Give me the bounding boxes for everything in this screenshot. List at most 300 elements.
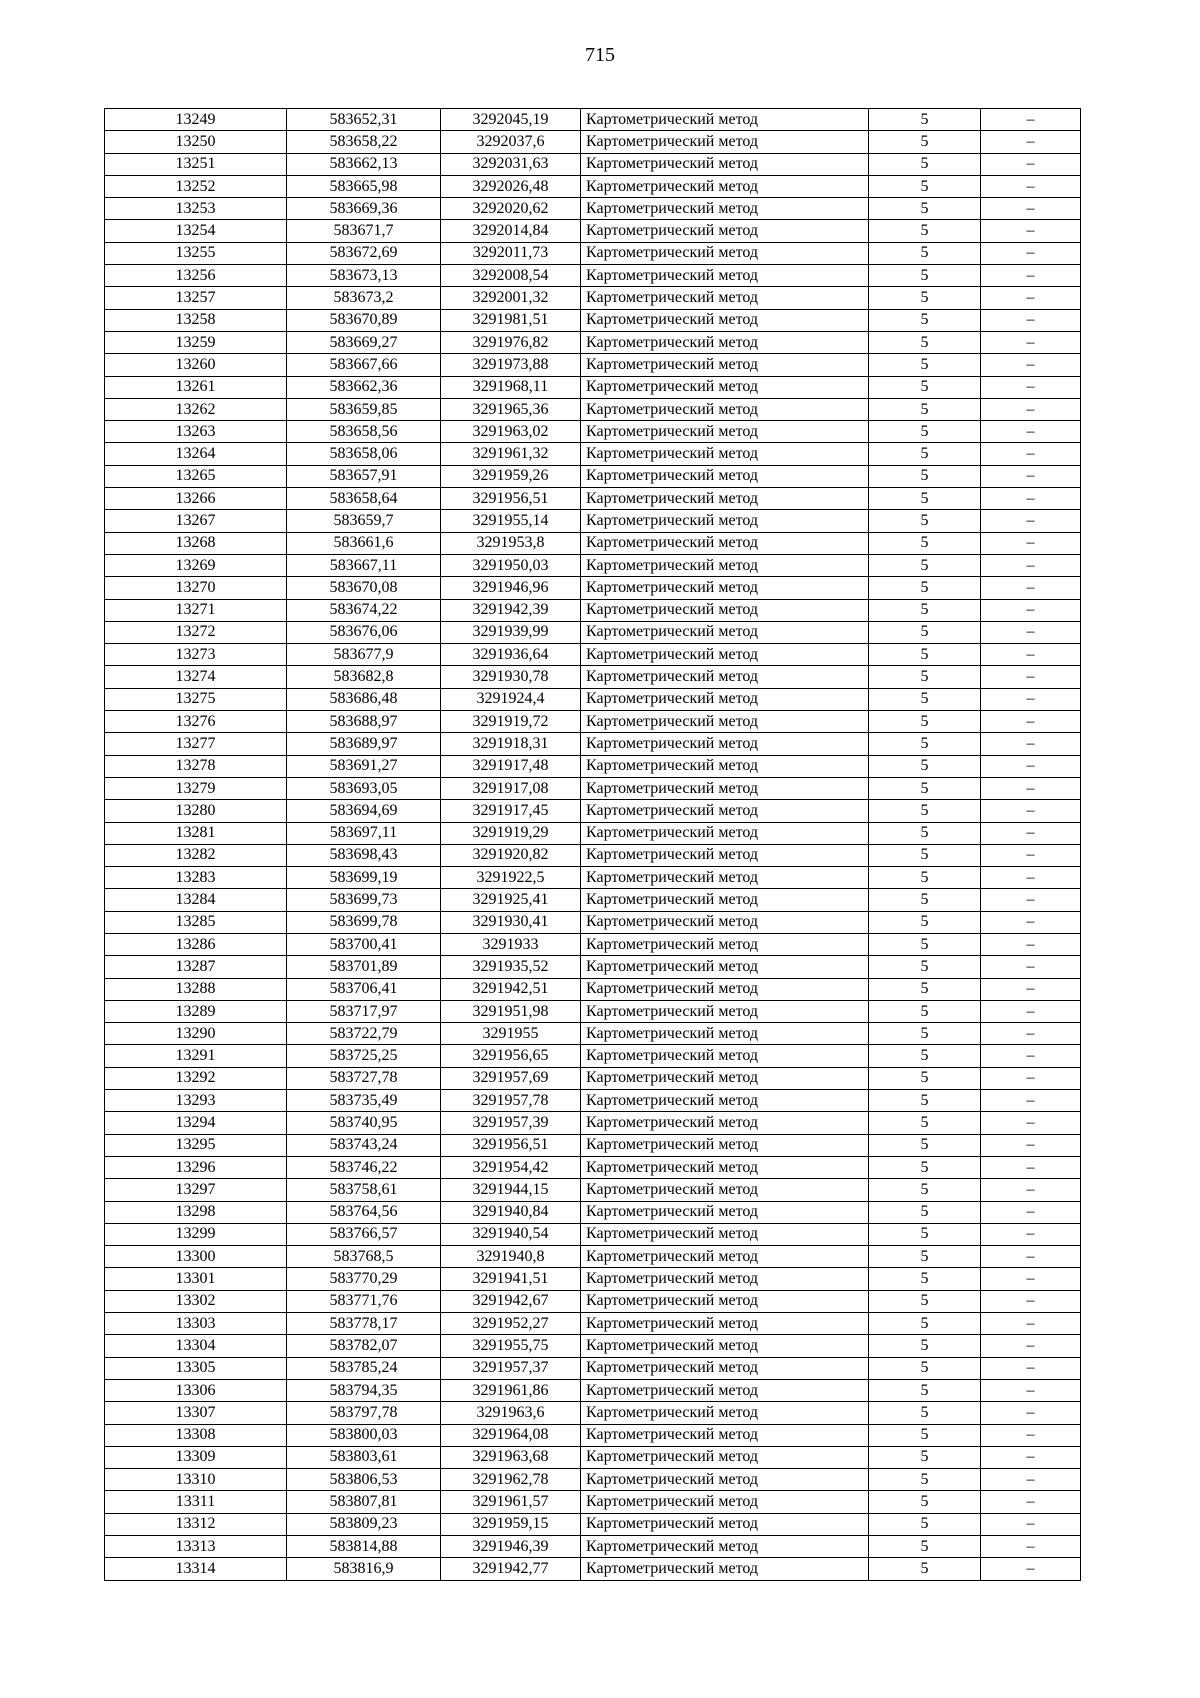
point-number-cell: 13279: [105, 777, 287, 799]
description-cell: –: [981, 644, 1081, 666]
point-number-cell: 13312: [105, 1513, 287, 1535]
table-row: [105, 621, 1081, 643]
y-coordinate-cell: 3291963,68: [441, 1446, 581, 1468]
x-coordinate-cell: 583743,24: [287, 1134, 441, 1156]
accuracy-cell: 5: [869, 242, 981, 264]
description-cell: –: [981, 666, 1081, 688]
y-coordinate-cell: 3292001,32: [441, 287, 581, 309]
table-row: [105, 1045, 1081, 1067]
table-row: [105, 376, 1081, 398]
point-number-cell: 13250: [105, 131, 287, 153]
x-coordinate-cell: 583697,11: [287, 822, 441, 844]
table-row: [105, 1000, 1081, 1022]
table-row: [105, 1446, 1081, 1468]
method-cell: Картометрический метод: [581, 465, 869, 487]
accuracy-cell: 5: [869, 1357, 981, 1379]
table-row: [105, 1357, 1081, 1379]
y-coordinate-cell: 3291917,08: [441, 777, 581, 799]
point-number-cell: 13277: [105, 733, 287, 755]
description-cell: –: [981, 109, 1081, 131]
x-coordinate-cell: 583657,91: [287, 465, 441, 487]
description-cell: –: [981, 1023, 1081, 1045]
table-row: [105, 109, 1081, 131]
y-coordinate-cell: 3291942,67: [441, 1290, 581, 1312]
x-coordinate-cell: 583807,81: [287, 1491, 441, 1513]
description-cell: –: [981, 1179, 1081, 1201]
description-cell: –: [981, 1112, 1081, 1134]
x-coordinate-cell: 583662,36: [287, 376, 441, 398]
accuracy-cell: 5: [869, 1090, 981, 1112]
accuracy-cell: 5: [869, 1558, 981, 1580]
table-row: [105, 1424, 1081, 1446]
accuracy-cell: 5: [869, 1023, 981, 1045]
point-number-cell: 13253: [105, 198, 287, 220]
y-coordinate-cell: 3291957,39: [441, 1112, 581, 1134]
description-cell: –: [981, 1268, 1081, 1290]
description-cell: –: [981, 911, 1081, 933]
y-coordinate-cell: 3291920,82: [441, 844, 581, 866]
y-coordinate-cell: 3291981,51: [441, 309, 581, 331]
accuracy-cell: 5: [869, 1335, 981, 1357]
accuracy-cell: 5: [869, 688, 981, 710]
table-row: [105, 733, 1081, 755]
y-coordinate-cell: 3291956,51: [441, 488, 581, 510]
x-coordinate-cell: 583674,22: [287, 599, 441, 621]
x-coordinate-cell: 583785,24: [287, 1357, 441, 1379]
method-cell: Картометрический метод: [581, 1469, 869, 1491]
method-cell: Картометрический метод: [581, 398, 869, 420]
method-cell: Картометрический метод: [581, 331, 869, 353]
x-coordinate-cell: 583758,61: [287, 1179, 441, 1201]
table-row: [105, 1290, 1081, 1312]
description-cell: –: [981, 198, 1081, 220]
y-coordinate-cell: 3291957,69: [441, 1067, 581, 1089]
method-cell: Картометрический метод: [581, 1313, 869, 1335]
method-cell: Картометрический метод: [581, 443, 869, 465]
description-cell: –: [981, 1335, 1081, 1357]
table-row: [105, 1112, 1081, 1134]
method-cell: Картометрический метод: [581, 1513, 869, 1535]
x-coordinate-cell: 583688,97: [287, 711, 441, 733]
description-cell: –: [981, 510, 1081, 532]
method-cell: Картометрический метод: [581, 1112, 869, 1134]
description-cell: –: [981, 1536, 1081, 1558]
method-cell: Картометрический метод: [581, 1156, 869, 1178]
table-row: [105, 198, 1081, 220]
point-number-cell: 13293: [105, 1090, 287, 1112]
method-cell: Картометрический метод: [581, 711, 869, 733]
x-coordinate-cell: 583665,98: [287, 175, 441, 197]
description-cell: –: [981, 933, 1081, 955]
x-coordinate-cell: 583673,13: [287, 265, 441, 287]
point-number-cell: 13306: [105, 1379, 287, 1401]
method-cell: Картометрический метод: [581, 844, 869, 866]
y-coordinate-cell: 3291940,8: [441, 1246, 581, 1268]
x-coordinate-cell: 583727,78: [287, 1067, 441, 1089]
method-cell: Картометрический метод: [581, 109, 869, 131]
point-number-cell: 13305: [105, 1357, 287, 1379]
accuracy-cell: 5: [869, 488, 981, 510]
method-cell: Картометрический метод: [581, 287, 869, 309]
table-row: [105, 666, 1081, 688]
description-cell: –: [981, 1446, 1081, 1468]
x-coordinate-cell: 583673,2: [287, 287, 441, 309]
x-coordinate-cell: 583770,29: [287, 1268, 441, 1290]
y-coordinate-cell: 3292011,73: [441, 242, 581, 264]
x-coordinate-cell: 583693,05: [287, 777, 441, 799]
accuracy-cell: 5: [869, 109, 981, 131]
point-number-cell: 13260: [105, 354, 287, 376]
y-coordinate-cell: 3291946,96: [441, 577, 581, 599]
point-number-cell: 13276: [105, 711, 287, 733]
table-row: [105, 577, 1081, 599]
description-cell: –: [981, 309, 1081, 331]
table-row: [105, 978, 1081, 1000]
y-coordinate-cell: 3292026,48: [441, 175, 581, 197]
table-row: [105, 532, 1081, 554]
accuracy-cell: 5: [869, 1112, 981, 1134]
table-row: [105, 911, 1081, 933]
point-number-cell: 13283: [105, 867, 287, 889]
method-cell: Картометрический метод: [581, 175, 869, 197]
method-cell: Картометрический метод: [581, 777, 869, 799]
point-number-cell: 13288: [105, 978, 287, 1000]
x-coordinate-cell: 583699,19: [287, 867, 441, 889]
y-coordinate-cell: 3291930,78: [441, 666, 581, 688]
method-cell: Картометрический метод: [581, 1424, 869, 1446]
point-number-cell: 13311: [105, 1491, 287, 1513]
accuracy-cell: 5: [869, 599, 981, 621]
point-number-cell: 13284: [105, 889, 287, 911]
y-coordinate-cell: 3291956,51: [441, 1134, 581, 1156]
method-cell: Картометрический метод: [581, 421, 869, 443]
description-cell: –: [981, 265, 1081, 287]
table-row: [105, 889, 1081, 911]
point-number-cell: 13264: [105, 443, 287, 465]
description-cell: –: [981, 1424, 1081, 1446]
table-row: [105, 1090, 1081, 1112]
method-cell: Картометрический метод: [581, 1379, 869, 1401]
description-cell: –: [981, 711, 1081, 733]
accuracy-cell: 5: [869, 265, 981, 287]
y-coordinate-cell: 3291940,84: [441, 1201, 581, 1223]
point-number-cell: 13273: [105, 644, 287, 666]
y-coordinate-cell: 3291959,26: [441, 465, 581, 487]
table-row: [105, 1223, 1081, 1245]
accuracy-cell: 5: [869, 577, 981, 599]
method-cell: Картометрический метод: [581, 153, 869, 175]
y-coordinate-cell: 3292014,84: [441, 220, 581, 242]
description-cell: –: [981, 1246, 1081, 1268]
x-coordinate-cell: 583768,5: [287, 1246, 441, 1268]
x-coordinate-cell: 583670,89: [287, 309, 441, 331]
method-cell: Картометрический метод: [581, 889, 869, 911]
accuracy-cell: 5: [869, 1000, 981, 1022]
point-number-cell: 13299: [105, 1223, 287, 1245]
method-cell: Картометрический метод: [581, 1223, 869, 1245]
x-coordinate-cell: 583658,56: [287, 421, 441, 443]
y-coordinate-cell: 3291976,82: [441, 331, 581, 353]
x-coordinate-cell: 583700,41: [287, 933, 441, 955]
description-cell: –: [981, 287, 1081, 309]
x-coordinate-cell: 583764,56: [287, 1201, 441, 1223]
accuracy-cell: 5: [869, 867, 981, 889]
description-cell: –: [981, 889, 1081, 911]
accuracy-cell: 5: [869, 131, 981, 153]
x-coordinate-cell: 583809,23: [287, 1513, 441, 1535]
y-coordinate-cell: 3291973,88: [441, 354, 581, 376]
x-coordinate-cell: 583662,13: [287, 153, 441, 175]
x-coordinate-cell: 583803,61: [287, 1446, 441, 1468]
method-cell: Картометрический метод: [581, 666, 869, 688]
description-cell: –: [981, 131, 1081, 153]
point-number-cell: 13307: [105, 1402, 287, 1424]
point-number-cell: 13282: [105, 844, 287, 866]
table-row: [105, 711, 1081, 733]
y-coordinate-cell: 3291946,39: [441, 1536, 581, 1558]
method-cell: Картометрический метод: [581, 577, 869, 599]
y-coordinate-cell: 3291956,65: [441, 1045, 581, 1067]
accuracy-cell: 5: [869, 1491, 981, 1513]
method-cell: Картометрический метод: [581, 1045, 869, 1067]
description-cell: –: [981, 1223, 1081, 1245]
point-number-cell: 13278: [105, 755, 287, 777]
point-number-cell: 13289: [105, 1000, 287, 1022]
method-cell: Картометрический метод: [581, 1536, 869, 1558]
method-cell: Картометрический метод: [581, 198, 869, 220]
table-row: [105, 1134, 1081, 1156]
point-number-cell: 13252: [105, 175, 287, 197]
description-cell: –: [981, 398, 1081, 420]
y-coordinate-cell: 3291961,57: [441, 1491, 581, 1513]
description-cell: –: [981, 331, 1081, 353]
description-cell: –: [981, 1067, 1081, 1089]
accuracy-cell: 5: [869, 1156, 981, 1178]
description-cell: –: [981, 1000, 1081, 1022]
x-coordinate-cell: 583661,6: [287, 532, 441, 554]
accuracy-cell: 5: [869, 376, 981, 398]
description-cell: –: [981, 1134, 1081, 1156]
table-row: [105, 465, 1081, 487]
method-cell: Картометрический метод: [581, 309, 869, 331]
point-number-cell: 13259: [105, 331, 287, 353]
y-coordinate-cell: 3292045,19: [441, 109, 581, 131]
method-cell: Картометрический метод: [581, 1179, 869, 1201]
x-coordinate-cell: 583778,17: [287, 1313, 441, 1335]
point-number-cell: 13303: [105, 1313, 287, 1335]
y-coordinate-cell: 3291942,51: [441, 978, 581, 1000]
accuracy-cell: 5: [869, 421, 981, 443]
description-cell: –: [981, 1558, 1081, 1580]
accuracy-cell: 5: [869, 198, 981, 220]
method-cell: Картометрический метод: [581, 554, 869, 576]
method-cell: Картометрический метод: [581, 755, 869, 777]
table-row: [105, 1536, 1081, 1558]
x-coordinate-cell: 583746,22: [287, 1156, 441, 1178]
table-row: [105, 1402, 1081, 1424]
x-coordinate-cell: 583766,57: [287, 1223, 441, 1245]
x-coordinate-cell: 583706,41: [287, 978, 441, 1000]
table-row: [105, 1313, 1081, 1335]
method-cell: Картометрический метод: [581, 510, 869, 532]
description-cell: –: [981, 621, 1081, 643]
accuracy-cell: 5: [869, 911, 981, 933]
description-cell: –: [981, 800, 1081, 822]
method-cell: Картометрический метод: [581, 1246, 869, 1268]
method-cell: Картометрический метод: [581, 1090, 869, 1112]
accuracy-cell: 5: [869, 822, 981, 844]
y-coordinate-cell: 3291950,03: [441, 554, 581, 576]
accuracy-cell: 5: [869, 1313, 981, 1335]
table-row: [105, 265, 1081, 287]
x-coordinate-cell: 583782,07: [287, 1335, 441, 1357]
description-cell: –: [981, 376, 1081, 398]
table-row: [105, 1246, 1081, 1268]
accuracy-cell: 5: [869, 711, 981, 733]
y-coordinate-cell: 3291919,29: [441, 822, 581, 844]
x-coordinate-cell: 583682,8: [287, 666, 441, 688]
table-row: [105, 309, 1081, 331]
x-coordinate-cell: 583771,76: [287, 1290, 441, 1312]
x-coordinate-cell: 583800,03: [287, 1424, 441, 1446]
y-coordinate-cell: 3291959,15: [441, 1513, 581, 1535]
accuracy-cell: 5: [869, 889, 981, 911]
y-coordinate-cell: 3291924,4: [441, 688, 581, 710]
coordinates-table-body: [105, 109, 1081, 1581]
point-number-cell: 13304: [105, 1335, 287, 1357]
description-cell: –: [981, 443, 1081, 465]
description-cell: –: [981, 577, 1081, 599]
method-cell: Картометрический метод: [581, 733, 869, 755]
accuracy-cell: 5: [869, 1134, 981, 1156]
y-coordinate-cell: 3291930,41: [441, 911, 581, 933]
point-number-cell: 13274: [105, 666, 287, 688]
description-cell: –: [981, 1045, 1081, 1067]
point-number-cell: 13275: [105, 688, 287, 710]
x-coordinate-cell: 583725,25: [287, 1045, 441, 1067]
method-cell: Картометрический метод: [581, 242, 869, 264]
point-number-cell: 13280: [105, 800, 287, 822]
point-number-cell: 13268: [105, 532, 287, 554]
accuracy-cell: 5: [869, 844, 981, 866]
method-cell: Картометрический метод: [581, 800, 869, 822]
method-cell: Картометрический метод: [581, 933, 869, 955]
method-cell: Картометрический метод: [581, 1201, 869, 1223]
accuracy-cell: 5: [869, 755, 981, 777]
y-coordinate-cell: 3291961,86: [441, 1379, 581, 1401]
point-number-cell: 13267: [105, 510, 287, 532]
accuracy-cell: 5: [869, 465, 981, 487]
method-cell: Картометрический метод: [581, 978, 869, 1000]
point-number-cell: 13258: [105, 309, 287, 331]
accuracy-cell: 5: [869, 1223, 981, 1245]
y-coordinate-cell: 3291933: [441, 933, 581, 955]
point-number-cell: 13300: [105, 1246, 287, 1268]
table-row: [105, 220, 1081, 242]
point-number-cell: 13256: [105, 265, 287, 287]
table-row: [105, 1379, 1081, 1401]
point-number-cell: 13301: [105, 1268, 287, 1290]
y-coordinate-cell: 3291957,78: [441, 1090, 581, 1112]
point-number-cell: 13254: [105, 220, 287, 242]
accuracy-cell: 5: [869, 1402, 981, 1424]
point-number-cell: 13272: [105, 621, 287, 643]
table-row: [105, 755, 1081, 777]
page-number: 715: [585, 44, 615, 66]
accuracy-cell: 5: [869, 621, 981, 643]
x-coordinate-cell: 583652,31: [287, 109, 441, 131]
x-coordinate-cell: 583667,11: [287, 554, 441, 576]
method-cell: Картометрический метод: [581, 376, 869, 398]
point-number-cell: 13287: [105, 956, 287, 978]
y-coordinate-cell: 3292020,62: [441, 198, 581, 220]
y-coordinate-cell: 3291955,14: [441, 510, 581, 532]
y-coordinate-cell: 3291939,99: [441, 621, 581, 643]
description-cell: –: [981, 1402, 1081, 1424]
table-row: [105, 331, 1081, 353]
description-cell: –: [981, 1201, 1081, 1223]
y-coordinate-cell: 3291953,8: [441, 532, 581, 554]
point-number-cell: 13295: [105, 1134, 287, 1156]
description-cell: –: [981, 978, 1081, 1000]
x-coordinate-cell: 583670,08: [287, 577, 441, 599]
description-cell: –: [981, 867, 1081, 889]
point-number-cell: 13291: [105, 1045, 287, 1067]
x-coordinate-cell: 583740,95: [287, 1112, 441, 1134]
description-cell: –: [981, 1313, 1081, 1335]
method-cell: Картометрический метод: [581, 532, 869, 554]
accuracy-cell: 5: [869, 1246, 981, 1268]
accuracy-cell: 5: [869, 309, 981, 331]
accuracy-cell: 5: [869, 666, 981, 688]
description-cell: –: [981, 777, 1081, 799]
description-cell: –: [981, 1513, 1081, 1535]
point-number-cell: 13313: [105, 1536, 287, 1558]
y-coordinate-cell: 3291941,51: [441, 1268, 581, 1290]
accuracy-cell: 5: [869, 510, 981, 532]
accuracy-cell: 5: [869, 1268, 981, 1290]
method-cell: Картометрический метод: [581, 621, 869, 643]
x-coordinate-cell: 583691,27: [287, 755, 441, 777]
description-cell: –: [981, 822, 1081, 844]
y-coordinate-cell: 3291940,54: [441, 1223, 581, 1245]
method-cell: Картометрический метод: [581, 1402, 869, 1424]
accuracy-cell: 5: [869, 331, 981, 353]
y-coordinate-cell: 3291944,15: [441, 1179, 581, 1201]
table-row: [105, 1335, 1081, 1357]
accuracy-cell: 5: [869, 1469, 981, 1491]
y-coordinate-cell: 3291965,36: [441, 398, 581, 420]
method-cell: Картометрический метод: [581, 131, 869, 153]
x-coordinate-cell: 583686,48: [287, 688, 441, 710]
y-coordinate-cell: 3291961,32: [441, 443, 581, 465]
accuracy-cell: 5: [869, 175, 981, 197]
point-number-cell: 13285: [105, 911, 287, 933]
table-row: [105, 1179, 1081, 1201]
x-coordinate-cell: 583658,06: [287, 443, 441, 465]
accuracy-cell: 5: [869, 554, 981, 576]
point-number-cell: 13286: [105, 933, 287, 955]
x-coordinate-cell: 583794,35: [287, 1379, 441, 1401]
table-row: [105, 844, 1081, 866]
y-coordinate-cell: 3291954,42: [441, 1156, 581, 1178]
description-cell: –: [981, 599, 1081, 621]
y-coordinate-cell: 3291968,11: [441, 376, 581, 398]
x-coordinate-cell: 583689,97: [287, 733, 441, 755]
x-coordinate-cell: 583658,22: [287, 131, 441, 153]
y-coordinate-cell: 3291963,02: [441, 421, 581, 443]
description-cell: –: [981, 844, 1081, 866]
